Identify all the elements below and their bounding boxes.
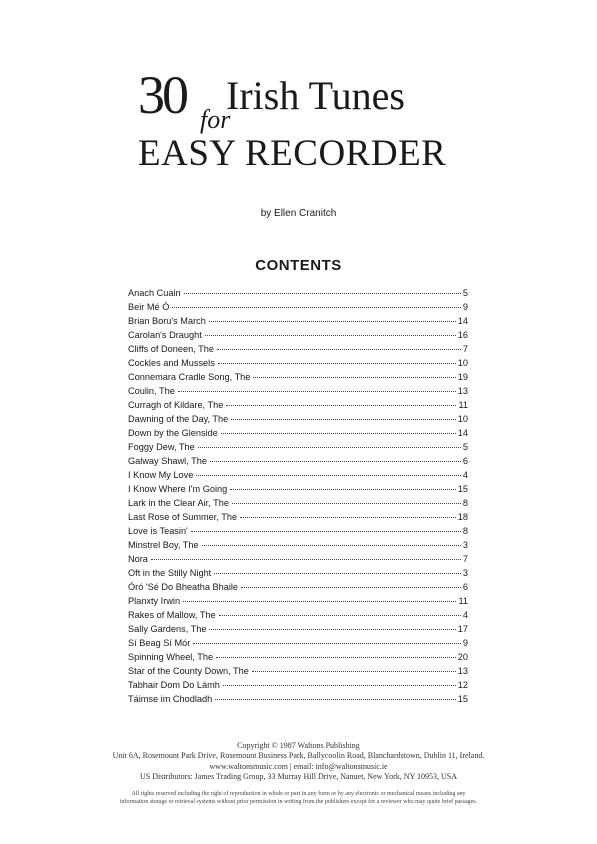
- toc-entry-title: Oft in the Stilly Night: [128, 568, 212, 579]
- toc-dot-leader: [230, 489, 455, 490]
- toc-dot-leader: [217, 349, 461, 350]
- toc-entry: [128, 496, 468, 510]
- toc-entry-page: 7: [462, 344, 468, 355]
- toc-entry-title: Minstrel Boy, The: [128, 540, 199, 551]
- toc-entry-page: 8: [462, 498, 468, 509]
- toc-dot-leader: [216, 657, 456, 658]
- toc-dot-leader: [214, 573, 461, 574]
- table-of-contents: [128, 286, 468, 706]
- toc-entry-page: 3: [462, 568, 468, 579]
- toc-entry: [128, 328, 468, 342]
- toc-entry-title: Last Rose of Summer, The: [128, 512, 238, 523]
- toc-entry: [128, 454, 468, 468]
- publisher-address: Unit 6A, Rosemount Park Drive, Rosemount Business Park, Ballycoolin Road, Blanchardstown, Dublin 11, Ireland.: [112, 751, 485, 761]
- toc-entry: [128, 468, 468, 482]
- toc-entry: [128, 314, 468, 328]
- toc-entry-title: I Know My Love: [128, 470, 194, 481]
- toc-entry-title: Foggy Dew, The: [128, 442, 195, 453]
- toc-entry: [128, 286, 468, 300]
- toc-entry-page: 10: [457, 358, 468, 369]
- toc-entry-title: Rakes of Mallow, The: [128, 610, 216, 621]
- toc-entry-title: Dawning of the Day, The: [128, 414, 229, 425]
- toc-entry-page: 4: [462, 610, 468, 621]
- toc-entry-page: 15: [457, 484, 468, 495]
- toc-entry-title: Anach Cuain: [128, 288, 181, 298]
- toc-dot-leader: [215, 699, 456, 700]
- toc-entry: [128, 650, 468, 664]
- toc-entry-page: 4: [462, 470, 468, 481]
- toc-entry-title: Sally Gardens, The: [128, 624, 207, 635]
- toc-entry-page: 6: [462, 456, 468, 467]
- toc-dot-leader: [231, 419, 455, 420]
- toc-entry-title: Cockles and Mussels: [128, 358, 215, 369]
- toc-entry-title: I Know Where I'm Going: [128, 484, 228, 495]
- toc-entry-page: 20: [457, 652, 468, 663]
- toc-entry-page: 11: [458, 400, 468, 411]
- toc-entry-title: Carolan's Draught: [128, 330, 202, 341]
- toc-entry: [128, 580, 468, 594]
- title-easy-recorder: EASY RECORDER: [138, 133, 447, 174]
- toc-dot-leader: [191, 531, 461, 532]
- toc-entry-title: Óró 'Sé Do Bheatha Bhaile: [128, 582, 239, 593]
- toc-entry: [128, 370, 468, 384]
- toc-entry-title: Love is Teasin': [128, 526, 188, 537]
- toc-entry: [128, 510, 468, 524]
- toc-entry-title: Cliffs of Doneen, The: [128, 344, 214, 355]
- toc-entry: [128, 524, 468, 538]
- contents-heading: CONTENTS: [255, 257, 342, 274]
- toc-entry-page: 14: [457, 428, 468, 439]
- toc-entry-page: 5: [462, 442, 468, 453]
- rights-notice: [0, 790, 597, 807]
- toc-entry-page: 9: [462, 638, 468, 649]
- toc-dot-leader: [184, 293, 461, 294]
- toc-entry-page: 5: [462, 288, 468, 298]
- toc-dot-leader: [253, 377, 455, 378]
- toc-entry-page: 8: [462, 526, 468, 537]
- toc-entry-page: 12: [457, 680, 468, 691]
- toc-dot-leader: [178, 391, 456, 392]
- toc-entry: [128, 664, 468, 678]
- toc-entry: [128, 538, 468, 552]
- toc-entry-title: Nora: [128, 554, 148, 565]
- toc-dot-leader: [209, 321, 456, 322]
- toc-entry-title: Star of the County Down, The: [128, 666, 249, 677]
- copyright-block: [0, 741, 597, 783]
- toc-entry-title: Tabhair Dom Do Lámh: [128, 680, 220, 691]
- book-title: [0, 62, 597, 182]
- title-for: for: [200, 105, 231, 134]
- toc-entry-page: 14: [457, 316, 468, 327]
- toc-entry: [128, 342, 468, 356]
- toc-entry-title: Brian Boru's March: [128, 316, 206, 327]
- toc-entry-title: Lark in the Clear Air, The: [128, 498, 229, 509]
- toc-entry: [128, 440, 468, 454]
- toc-entry-page: 7: [462, 554, 468, 565]
- toc-entry: [128, 594, 468, 608]
- toc-entry-title: Galway Shawl, The: [128, 456, 207, 467]
- toc-entry-title: Down by the Glenside: [128, 428, 218, 439]
- toc-entry-page: 9: [462, 302, 468, 313]
- toc-entry: [128, 426, 468, 440]
- toc-entry: [128, 356, 468, 370]
- toc-entry-page: 16: [457, 330, 468, 341]
- toc-dot-leader: [210, 461, 461, 462]
- toc-entry: [128, 552, 468, 566]
- toc-dot-leader: [221, 433, 456, 434]
- toc-entry-page: 18: [457, 512, 468, 523]
- toc-entry: [128, 412, 468, 426]
- publisher-contact: www.waltonsmusic.com | email: info@waltonsmusic.ie: [209, 761, 388, 771]
- copyright-line: Copyright © 1987 Waltons Publishing: [237, 741, 360, 750]
- toc-entry-page: 6: [462, 582, 468, 593]
- toc-entry: [128, 636, 468, 650]
- toc-entry-page: 11: [458, 596, 468, 607]
- toc-entry: [128, 384, 468, 398]
- toc-entry-page: 13: [457, 666, 468, 677]
- toc-entry-title: Beir Mé Ó: [128, 302, 170, 313]
- toc-entry-page: 15: [457, 694, 468, 705]
- toc-dot-leader: [193, 643, 461, 644]
- toc-entry: [128, 566, 468, 580]
- title-irish-tunes: Irish Tunes: [226, 73, 405, 118]
- toc-entry-title: Coulin, The: [128, 386, 175, 397]
- author-line: by Ellen Cranitch: [260, 208, 337, 219]
- toc-dot-leader: [209, 629, 455, 630]
- toc-entry: [128, 398, 468, 412]
- toc-entry: [128, 608, 468, 622]
- toc-entry: [128, 692, 468, 706]
- toc-entry-title: Táimse im Chodladh: [128, 694, 213, 705]
- toc-entry-title: Planxty Irwin: [128, 596, 181, 607]
- toc-dot-leader: [218, 363, 456, 364]
- toc-entry-page: 13: [457, 386, 468, 397]
- toc-dot-leader: [202, 545, 461, 546]
- toc-entry-page: 3: [462, 540, 468, 551]
- toc-entry: [128, 622, 468, 636]
- toc-dot-leader: [219, 615, 461, 616]
- toc-entry-title: Connemara Cradle Song, The: [128, 372, 251, 383]
- toc-entry-page: 17: [457, 624, 468, 635]
- toc-dot-leader: [205, 335, 456, 336]
- us-distributors: US Distributors: James Trading Group, 33 Murray Hill Drive, Nanuet, New York, NY 10953, USA: [139, 772, 458, 782]
- toc-dot-leader: [226, 405, 456, 406]
- rights-line-1: All rights reserved including the right of reproduction in whole or part in any form or by any electronic or mechanical means including any: [131, 791, 466, 797]
- toc-dot-leader: [232, 503, 461, 504]
- toc-entry-title: Curragh of Kildare, The: [128, 400, 224, 411]
- toc-entry-title: Spinning Wheel, The: [128, 652, 214, 663]
- rights-line-2: information storage or retrieval systems without prior permission in writing from the publishers except for a reviewer who may quote brief passages.: [119, 799, 478, 806]
- toc-dot-leader: [252, 671, 456, 672]
- toc-entry-page: 10: [457, 414, 468, 425]
- toc-entry-title: Sí Beag Sí Mór: [128, 638, 191, 649]
- toc-dot-leader: [198, 447, 461, 448]
- toc-dot-leader: [151, 559, 461, 560]
- title-number: 30: [138, 65, 186, 125]
- toc-dot-leader: [223, 685, 456, 686]
- toc-dot-leader: [241, 587, 461, 588]
- toc-dot-leader: [183, 601, 456, 602]
- toc-dot-leader: [196, 475, 461, 476]
- toc-dot-leader: [240, 517, 456, 518]
- toc-entry: [128, 678, 468, 692]
- toc-entry: [128, 300, 468, 314]
- toc-entry: [128, 482, 468, 496]
- toc-entry-page: 19: [457, 372, 468, 383]
- toc-dot-leader: [172, 307, 461, 308]
